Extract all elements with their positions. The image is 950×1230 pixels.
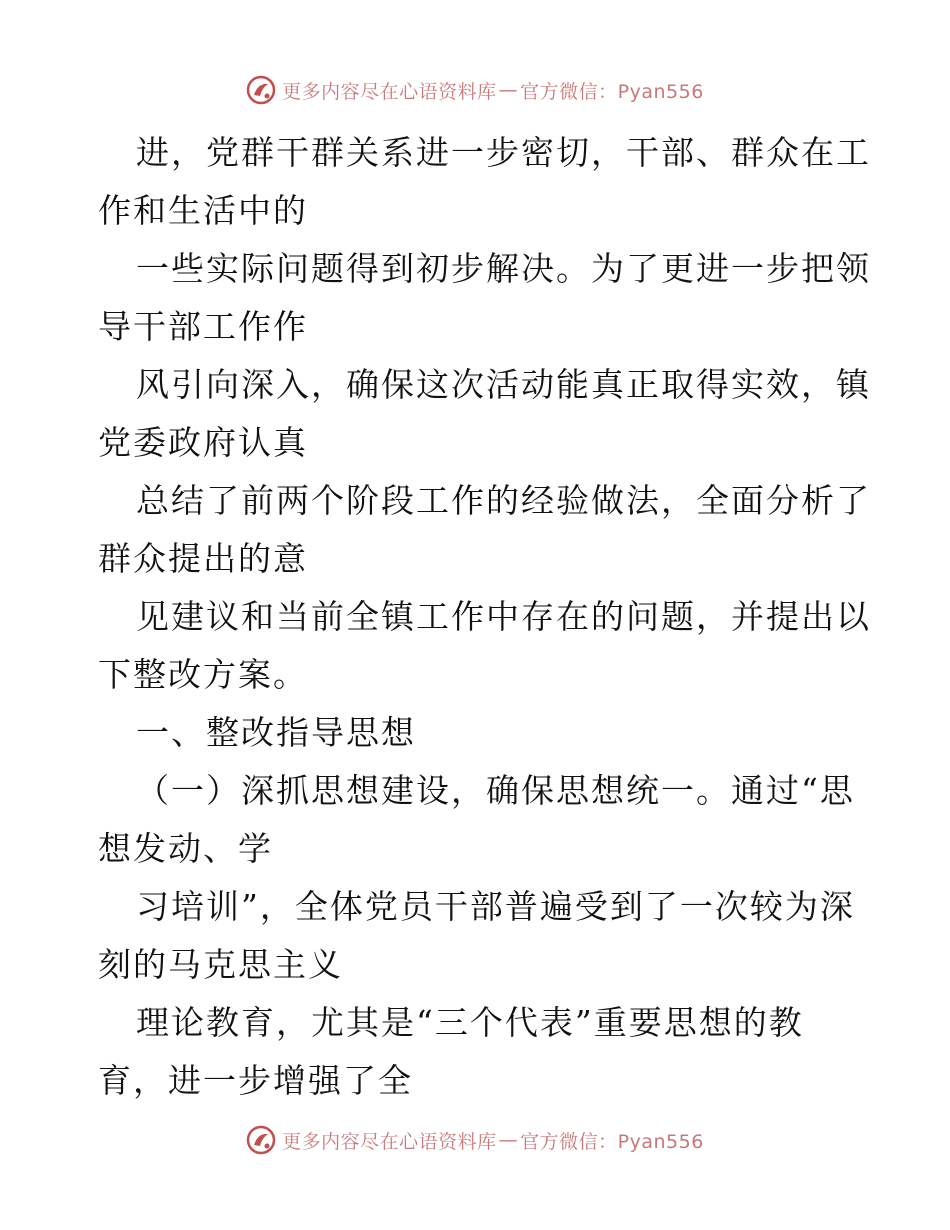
footer-watermark: [0, 1120, 950, 1160]
watermark-text: 更多内容尽在心语资料库: [282, 80, 497, 103]
header-watermark: [0, 70, 950, 110]
document-body: [98, 124, 871, 1110]
text-line: 总结了前两个阶段工作的经验做法，全面分析了: [136, 481, 871, 520]
watermark-wechat: 官方微信：Pyan556: [520, 1130, 704, 1153]
text-line: 风引向深入，确保这次活动能真正取得实效，镇: [136, 365, 871, 404]
text-line: 导干部工作作: [98, 307, 308, 346]
watermark-text: 更多内容尽在心语资料库: [282, 1130, 497, 1153]
watermark-dash: —: [498, 1129, 519, 1151]
watermark-dash: —: [498, 79, 519, 101]
text-line: 党委政府认真: [98, 423, 308, 462]
section-heading: 一、整改指导思想: [136, 713, 416, 752]
text-line: 理论教育，尤其是“三个代表”重要思想的教: [136, 1003, 804, 1042]
text-line: 一些实际问题得到初步解决。为了更进一步把领: [136, 249, 871, 288]
text-line: 见建议和当前全镇工作中存在的问题，并提出以: [136, 597, 871, 636]
text-line: 下整改方案。: [98, 655, 308, 694]
text-line: （一）深抓思想建设，确保思想统一。通过“思: [136, 771, 855, 810]
text-line: 进，党群干群关系进一步密切，干部、群众在工: [136, 133, 871, 172]
watermark-wechat: 官方微信：Pyan556: [520, 80, 704, 103]
logo-icon: [246, 1125, 276, 1155]
logo-icon: [246, 75, 276, 105]
text-line: 刻的马克思主义: [98, 945, 343, 984]
text-line: 群众提出的意: [98, 539, 308, 578]
text-line: 想发动、学: [98, 829, 273, 868]
text-line: 习培训”，全体党员干部普遍受到了一次较为深: [136, 887, 855, 926]
text-line: 育，进一步增强了全: [98, 1061, 413, 1100]
text-line: 作和生活中的: [98, 191, 308, 230]
